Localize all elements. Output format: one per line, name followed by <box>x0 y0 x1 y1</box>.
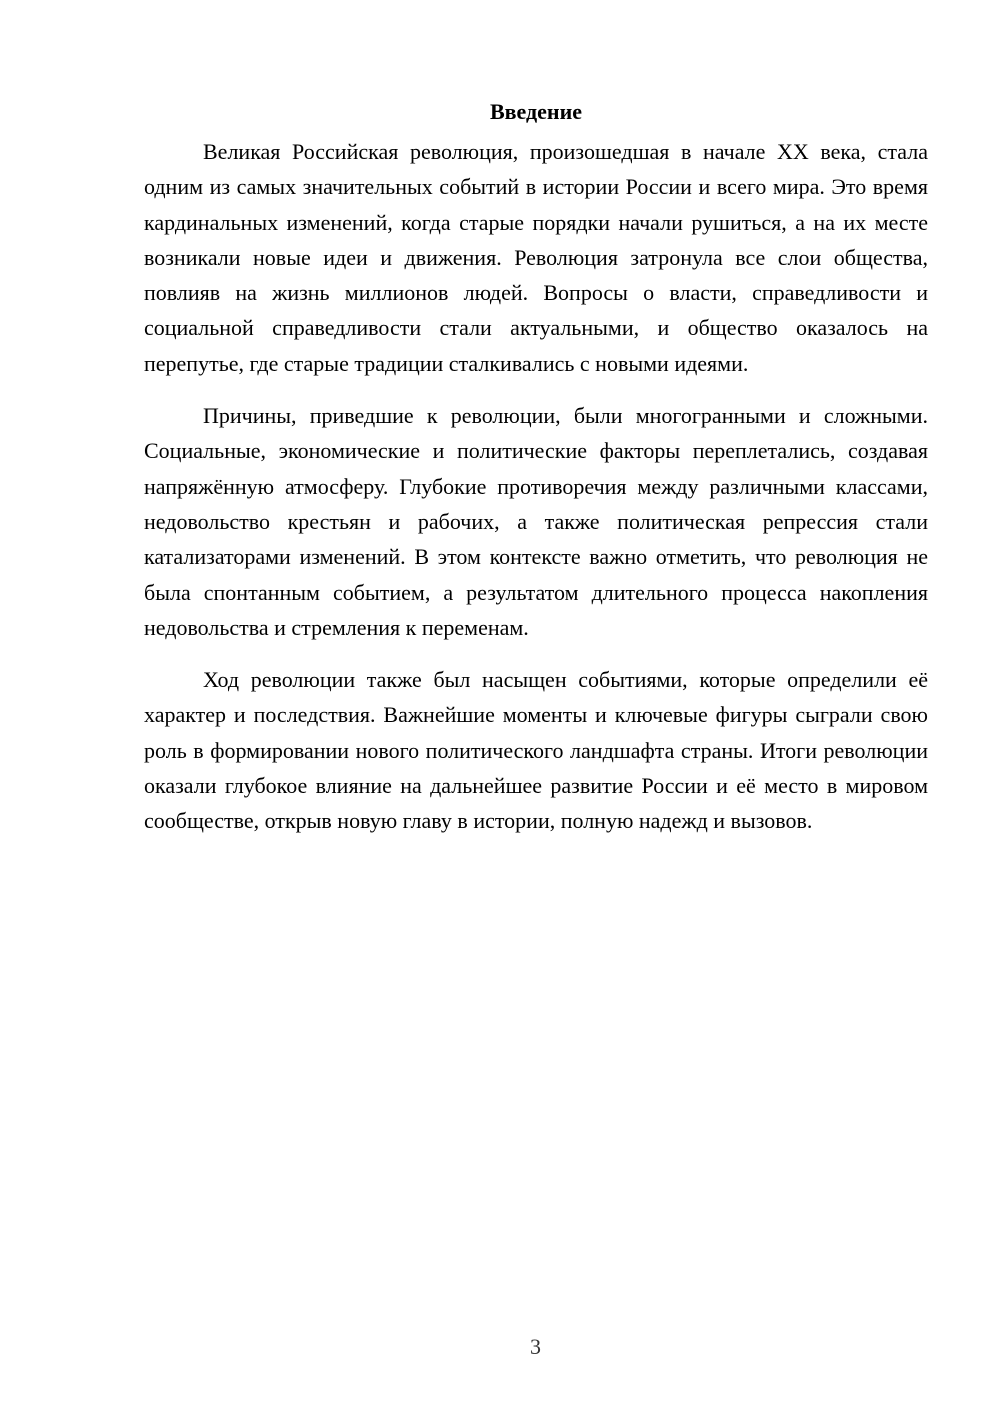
page-content <box>144 95 928 856</box>
section-title: Введение <box>489 99 583 124</box>
paragraph-2: Причины, приведшие к революции, были многогранными и сложными. Социальные, экономические и политические факторы переплетались, создавая напряжённую атмосферу. Глубокие противоречия между различными классами, недовольство крестьян и рабочих, а также политическая репрессия стали катализаторами изменений. В этом контексте важно отметить, что революция не была спонтанным событием, а результатом длительного процесса накопления недовольства и стремления к переменам. <box>144 403 928 640</box>
paragraph-1: Великая Российская революция, произошедшая в начале XX века, стала одним из самых значительных событий в истории России и всего мира. Это время кардинальных изменений, когда старые порядки начали рушиться, а на их месте возникали новые идеи и движения. Революция затронула все слои общества, повлияв на жизнь миллионов людей. Вопросы о власти, справедливости и социальной справедливости стали актуальными, и общество оказалось на перепутье, где старые традиции сталкивались с новыми идеями. <box>144 139 928 376</box>
paragraph-3: Ход революции также был насыщен событиями, которые определили её характер и последствия. Важнейшие моменты и ключевые фигуры сыграли свою роль в формировании нового политического ландшафта страны. Итоги революции оказали глубокое влияние на дальнейшее развитие России и её место в мировом сообществе, открыв новую главу в истории, полную надежд и вызовов. <box>144 667 928 834</box>
page-number: 3 <box>530 1334 541 1359</box>
